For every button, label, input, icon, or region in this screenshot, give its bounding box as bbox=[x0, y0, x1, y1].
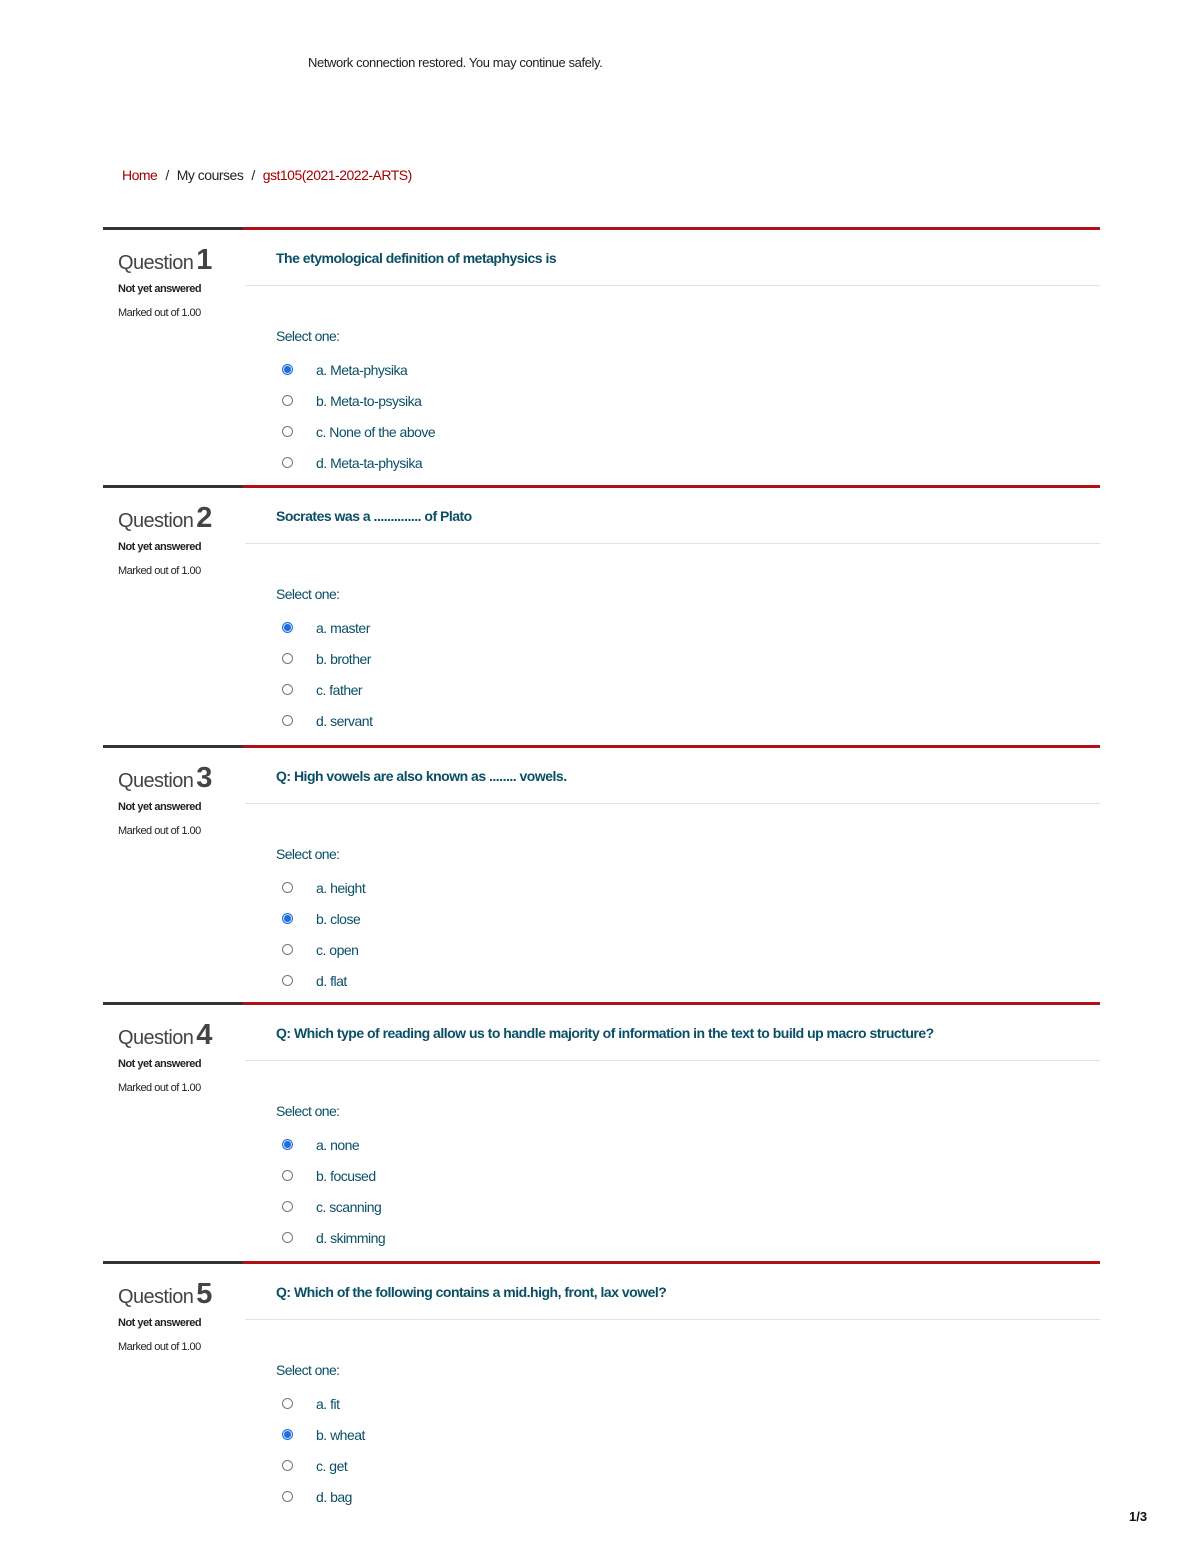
radio-button[interactable] bbox=[282, 975, 293, 986]
answer-options bbox=[276, 354, 435, 478]
question-divider bbox=[103, 485, 243, 488]
radio-button[interactable] bbox=[282, 364, 293, 375]
answer-option[interactable] bbox=[276, 385, 435, 416]
answer-options bbox=[276, 872, 365, 996]
answer-option-label[interactable]: a. height bbox=[316, 879, 366, 896]
radio-button[interactable] bbox=[282, 653, 293, 664]
question-text-divider bbox=[245, 285, 1100, 286]
question-text-divider bbox=[245, 543, 1100, 544]
answer-option[interactable] bbox=[276, 1191, 385, 1222]
answer-options bbox=[276, 1129, 385, 1253]
question-grade: Marked out of 1.00 bbox=[118, 1082, 201, 1094]
question-text: Socrates was a .............. of Plato bbox=[276, 508, 472, 524]
answer-option-label[interactable]: c. None of the above bbox=[316, 423, 436, 440]
breadcrumb bbox=[122, 167, 412, 183]
answer-option[interactable] bbox=[276, 872, 365, 903]
answer-option[interactable] bbox=[276, 643, 372, 674]
answer-option[interactable] bbox=[276, 1481, 365, 1512]
answer-option-label[interactable]: a. none bbox=[316, 1136, 360, 1153]
question-label: Question bbox=[118, 252, 194, 274]
answer-option-label[interactable]: b. Meta-to-psysika bbox=[316, 392, 422, 409]
question-grade: Marked out of 1.00 bbox=[118, 565, 201, 577]
answer-option[interactable] bbox=[276, 674, 372, 705]
answer-option-label[interactable]: d. bag bbox=[316, 1488, 352, 1505]
answer-option-label[interactable]: b. focused bbox=[316, 1167, 376, 1184]
breadcrumb-separator: / bbox=[251, 167, 255, 183]
breadcrumb-course-link[interactable]: gst105(2021-2022-ARTS) bbox=[262, 167, 412, 183]
radio-button[interactable] bbox=[282, 1491, 293, 1502]
answer-option-label[interactable]: c. scanning bbox=[316, 1198, 382, 1215]
question-label: Question bbox=[118, 1286, 194, 1308]
question-text-divider bbox=[245, 1319, 1100, 1320]
radio-button[interactable] bbox=[282, 457, 293, 468]
question-label: Question bbox=[118, 1027, 194, 1049]
page-number: 1/3 bbox=[1129, 1509, 1148, 1524]
answer-prompt: Select one: bbox=[276, 1362, 340, 1378]
answer-prompt: Select one: bbox=[276, 328, 340, 344]
answer-prompt: Select one: bbox=[276, 586, 340, 602]
question-info bbox=[118, 762, 238, 837]
radio-button[interactable] bbox=[282, 715, 293, 726]
answer-options bbox=[276, 1388, 365, 1512]
question-info bbox=[118, 1278, 238, 1353]
question-label: Question bbox=[118, 770, 194, 792]
question-grade: Marked out of 1.00 bbox=[118, 1341, 201, 1353]
question-number bbox=[118, 244, 238, 277]
radio-button[interactable] bbox=[282, 1460, 293, 1471]
answer-option-label[interactable]: d. flat bbox=[316, 972, 347, 989]
answer-option[interactable] bbox=[276, 1419, 365, 1450]
radio-button[interactable] bbox=[282, 1429, 293, 1440]
connection-notice: Network connection restored. You may continue safely. bbox=[308, 55, 603, 70]
question-number-value: 5 bbox=[196, 1278, 212, 1310]
breadcrumb-my-courses[interactable]: My courses bbox=[176, 167, 244, 183]
answer-option[interactable] bbox=[276, 903, 365, 934]
question-text-divider bbox=[245, 1060, 1100, 1061]
answer-option-label[interactable]: a. master bbox=[316, 619, 370, 636]
answer-option-label[interactable]: d. skimming bbox=[316, 1229, 386, 1246]
question-number-value: 3 bbox=[196, 762, 212, 794]
question-divider bbox=[103, 227, 243, 230]
question-number bbox=[118, 502, 238, 535]
question-info bbox=[118, 1019, 238, 1094]
breadcrumb-separator: / bbox=[165, 167, 169, 183]
radio-button[interactable] bbox=[282, 684, 293, 695]
question-text: Q: High vowels are also known as ........ vowels. bbox=[276, 768, 567, 784]
answer-option[interactable] bbox=[276, 416, 435, 447]
answer-option-label[interactable]: d. servant bbox=[316, 712, 373, 729]
answer-option-label[interactable]: b. wheat bbox=[316, 1426, 365, 1443]
question-4 bbox=[103, 1002, 1100, 1261]
question-info bbox=[118, 244, 238, 319]
question-3 bbox=[103, 745, 1100, 1002]
answer-option[interactable] bbox=[276, 705, 372, 736]
question-number-value: 1 bbox=[196, 244, 212, 276]
radio-button[interactable] bbox=[282, 913, 293, 924]
answer-option-label[interactable]: a. fit bbox=[316, 1395, 340, 1412]
question-list bbox=[103, 227, 1100, 1519]
question-state: Not yet answered bbox=[118, 283, 202, 295]
question-text: The etymological definition of metaphysics is bbox=[276, 250, 557, 266]
breadcrumb-home-link[interactable]: Home bbox=[122, 167, 158, 183]
answer-option-label[interactable]: b. close bbox=[316, 910, 361, 927]
question-5 bbox=[103, 1261, 1100, 1519]
answer-option[interactable] bbox=[276, 1388, 365, 1419]
question-grade: Marked out of 1.00 bbox=[118, 825, 201, 837]
question-number-value: 2 bbox=[196, 502, 212, 534]
answer-prompt: Select one: bbox=[276, 1103, 340, 1119]
question-info bbox=[118, 502, 238, 577]
question-divider bbox=[103, 1002, 243, 1005]
question-grade: Marked out of 1.00 bbox=[118, 307, 201, 319]
question-1 bbox=[103, 227, 1100, 485]
answer-option-label[interactable]: b. brother bbox=[316, 650, 371, 667]
question-2 bbox=[103, 485, 1100, 745]
question-label: Question bbox=[118, 510, 194, 532]
question-divider bbox=[103, 1261, 243, 1264]
question-text-divider bbox=[245, 803, 1100, 804]
answer-option-label[interactable]: c. father bbox=[316, 681, 363, 698]
answer-option[interactable] bbox=[276, 1222, 385, 1253]
question-text: Q: Which type of reading allow us to handle majority of information in the text to build up macro structure? bbox=[276, 1025, 934, 1041]
radio-button[interactable] bbox=[282, 1139, 293, 1150]
answer-option[interactable] bbox=[276, 1160, 385, 1191]
answer-option[interactable] bbox=[276, 354, 435, 385]
question-number bbox=[118, 762, 238, 795]
question-text: Q: Which of the following contains a mid.high, front, lax vowel? bbox=[276, 1284, 667, 1300]
answer-prompt: Select one: bbox=[276, 846, 340, 862]
question-state: Not yet answered bbox=[118, 801, 202, 813]
answer-option[interactable] bbox=[276, 934, 365, 965]
question-divider bbox=[103, 745, 243, 748]
radio-button[interactable] bbox=[282, 1232, 293, 1243]
question-state: Not yet answered bbox=[118, 1058, 202, 1070]
radio-button[interactable] bbox=[282, 944, 293, 955]
question-state: Not yet answered bbox=[118, 1317, 202, 1329]
question-state: Not yet answered bbox=[118, 541, 202, 553]
answer-option[interactable] bbox=[276, 1129, 385, 1160]
question-number bbox=[118, 1278, 238, 1311]
radio-button[interactable] bbox=[282, 1398, 293, 1409]
radio-button[interactable] bbox=[282, 395, 293, 406]
radio-button[interactable] bbox=[282, 622, 293, 633]
radio-button[interactable] bbox=[282, 1170, 293, 1181]
answer-option[interactable] bbox=[276, 1450, 365, 1481]
answer-options bbox=[276, 612, 372, 736]
question-number bbox=[118, 1019, 238, 1052]
radio-button[interactable] bbox=[282, 1201, 293, 1212]
radio-button[interactable] bbox=[282, 426, 293, 437]
answer-option[interactable] bbox=[276, 612, 372, 643]
answer-option-label[interactable]: c. get bbox=[316, 1457, 348, 1474]
answer-option[interactable] bbox=[276, 447, 435, 478]
answer-option-label[interactable]: c. open bbox=[316, 941, 359, 958]
answer-option[interactable] bbox=[276, 965, 365, 996]
radio-button[interactable] bbox=[282, 882, 293, 893]
answer-option-label[interactable]: a. Meta-physika bbox=[316, 361, 408, 378]
question-number-value: 4 bbox=[196, 1019, 212, 1051]
answer-option-label[interactable]: d. Meta-ta-physika bbox=[316, 454, 423, 471]
